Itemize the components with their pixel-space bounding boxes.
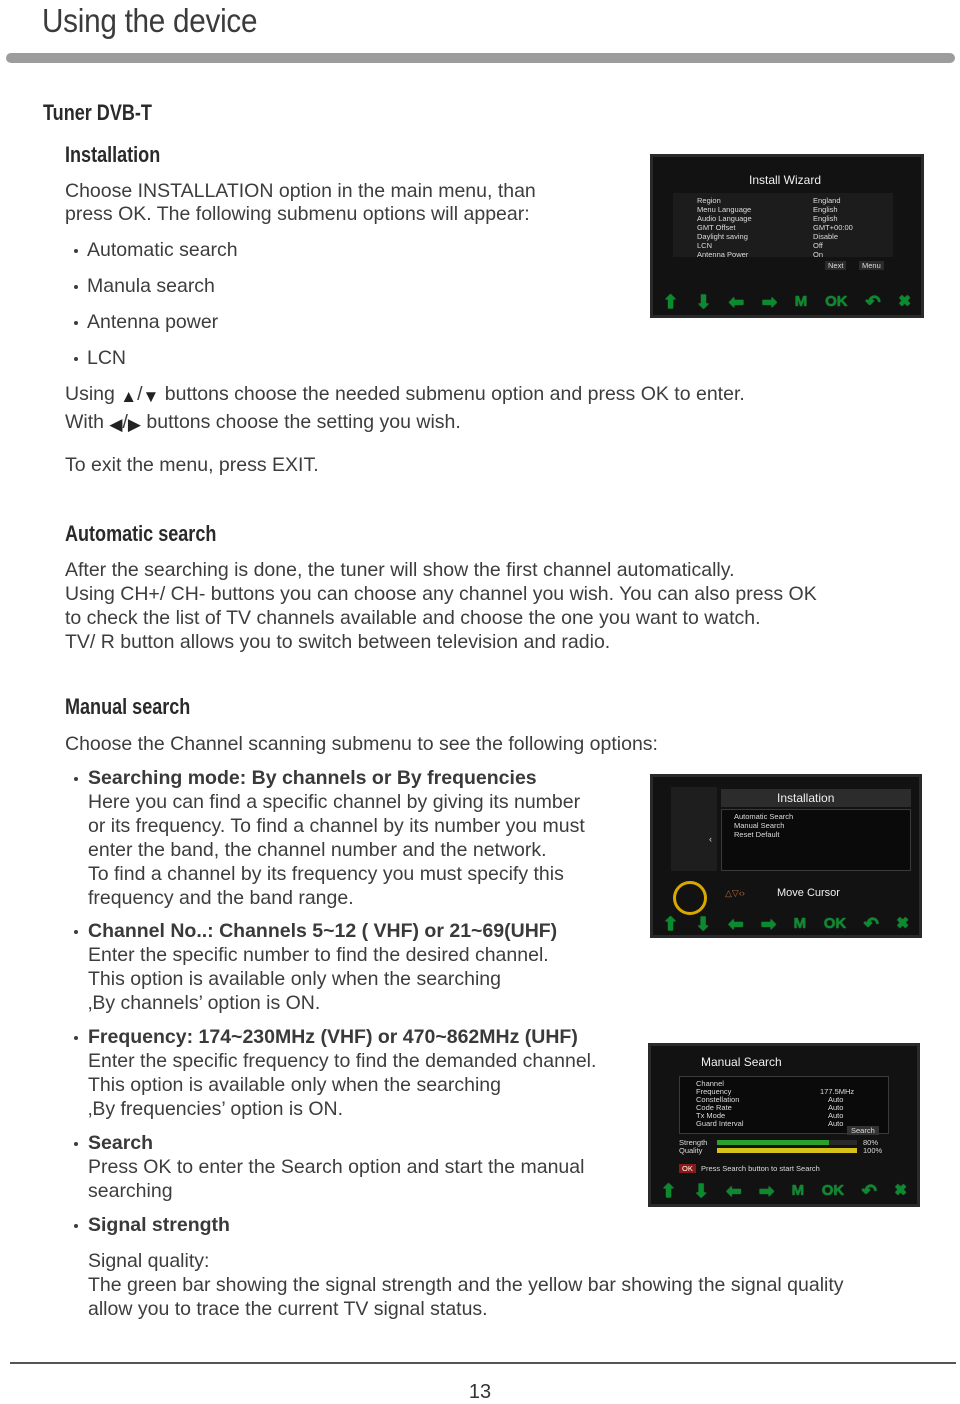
- quality-track: [717, 1148, 857, 1153]
- installation-options-list: [72, 238, 238, 382]
- ms-value: Auto: [828, 1119, 844, 1128]
- left-arrow-icon: ◀: [109, 415, 123, 434]
- menu-key: M: [791, 1182, 805, 1199]
- item-line: searching: [88, 1180, 173, 1202]
- item-line: or its frequency. To find a channel by its number you must: [88, 815, 585, 837]
- ms-value: Auto: [828, 1111, 844, 1120]
- installation-screenshot: [650, 774, 922, 938]
- menu-item: Manual Search: [734, 821, 785, 830]
- auto-line-4: TV/ R button allows you to switch between television and radio.: [65, 631, 611, 653]
- remote-keys-bar: [661, 1178, 907, 1204]
- installation-intro-1: Choose INSTALLATION option in the main menu, than: [65, 180, 536, 202]
- ms-label: Channel: [696, 1079, 724, 1088]
- manual-intro: Choose the Channel scanning submenu to see the following options:: [65, 733, 658, 755]
- chevron-left-icon: ‹: [709, 834, 712, 844]
- wizard-menu-button: Menu: [859, 261, 884, 270]
- item-title: Signal strength: [88, 1214, 230, 1236]
- left-arrow-icon: ⬅: [728, 292, 744, 312]
- item-line: frequency and the band range.: [88, 887, 354, 909]
- frequency-item: [72, 1025, 596, 1121]
- right-arrow-icon: ▶: [127, 415, 141, 434]
- down-arrow-icon: ⬇: [693, 1181, 709, 1201]
- wizard-value: On: [813, 250, 824, 259]
- manual-search-screenshot: [648, 1043, 920, 1207]
- menu-item: Reset Default: [734, 830, 780, 839]
- ms-label: Constellation: [696, 1095, 740, 1104]
- remote-keys-bar: [663, 289, 911, 315]
- wizard-value: English: [813, 205, 838, 214]
- exit-icon: ✖: [898, 293, 911, 310]
- with-suffix: buttons choose the setting you wish.: [146, 411, 461, 433]
- move-cursor-hint: Move Cursor: [777, 887, 840, 899]
- search-item: [72, 1131, 584, 1203]
- return-icon: ↶: [863, 914, 879, 934]
- item-line: Press OK to enter the Search option and start the manual: [88, 1156, 585, 1178]
- right-arrow-icon: ➡: [761, 292, 777, 312]
- page-title: Using the device: [42, 2, 258, 39]
- item-line: This option is available only when the searching: [88, 968, 501, 990]
- ms-label: Frequency: [696, 1087, 732, 1096]
- right-arrow-icon: ➡: [760, 914, 777, 934]
- left-arrow-icon: ⬅: [728, 914, 744, 934]
- using-line: Using ▲/▼ buttons choose the needed submenu option and press OK to enter.: [65, 382, 745, 409]
- quality-bar: [717, 1148, 857, 1153]
- item-title: Searching mode: By channels or By frequencies: [88, 767, 537, 789]
- exit-icon: ✖: [894, 1182, 907, 1199]
- item-title: Search: [88, 1132, 154, 1154]
- footer-divider: [10, 1362, 956, 1364]
- manual-search-screen-title: Manual Search: [701, 1055, 782, 1069]
- item-line: Enter the specific frequency to find the demanded channel.: [88, 1050, 597, 1072]
- wizard-value: English: [813, 214, 838, 223]
- up-arrow-icon: ⬆: [663, 292, 679, 312]
- exit-line: To exit the menu, press EXIT.: [65, 454, 319, 476]
- return-icon: ↶: [861, 1181, 877, 1201]
- up-arrow-icon: ⬆: [663, 914, 679, 934]
- down-arrow-icon: ⬇: [695, 914, 711, 934]
- ms-search-button: Search: [847, 1126, 879, 1135]
- list-item: Automatic search: [72, 238, 238, 274]
- wizard-label: Daylight saving: [697, 232, 748, 241]
- strength-value: 80%: [863, 1138, 879, 1147]
- dpad-icon: [673, 881, 707, 915]
- wizard-panel: [673, 193, 893, 257]
- manual-search-heading: Manual search: [65, 694, 191, 719]
- wizard-label: LCN: [697, 241, 713, 250]
- item-line: Enter the specific number to find the desired channel.: [88, 944, 549, 966]
- item-line: This option is available only when the searching: [88, 1074, 501, 1096]
- signal-line-2: allow you to trace the current TV signal status.: [88, 1298, 488, 1320]
- wizard-value: Off: [813, 241, 823, 250]
- down-arrow-icon: ⬇: [695, 292, 712, 312]
- ms-value: Auto: [828, 1095, 844, 1104]
- quality-label: Quality: [679, 1146, 703, 1155]
- install-wizard-screenshot: [650, 154, 924, 318]
- wizard-label: Audio Language: [697, 214, 752, 223]
- item-line: Here you can find a specific channel by giving its number: [88, 791, 581, 813]
- left-arrow-icon: ⬅: [726, 1181, 742, 1201]
- installation-intro-2: press OK. The following submenu options will appear:: [65, 203, 530, 225]
- list-item: Manula search: [72, 274, 238, 310]
- auto-line-1: After the searching is done, the tuner will show the first channel automatically.: [65, 559, 735, 581]
- side-panel: [671, 787, 717, 871]
- with-line: With ◀/▶ buttons choose the setting you wish.: [65, 410, 461, 437]
- item-line: To find a channel by its frequency you must specify this: [88, 863, 564, 885]
- item-line: ‚By channels’ option is ON.: [88, 992, 321, 1014]
- wizard-value: Disable: [813, 232, 839, 241]
- menu-key: M: [794, 293, 808, 310]
- ms-label: Tx Mode: [696, 1111, 726, 1120]
- with-prefix: With: [65, 411, 104, 433]
- strength-bar: [717, 1140, 829, 1145]
- wizard-label: Antenna Power: [697, 250, 749, 259]
- installation-screen-title: Installation: [777, 791, 835, 805]
- list-item: Antenna power: [72, 310, 238, 346]
- up-arrow-icon: ⬆: [661, 1181, 677, 1201]
- up-arrow-icon: ▲: [120, 387, 138, 406]
- list-item: LCN: [72, 346, 238, 382]
- item-title: Channel No..: Channels 5~12 ( VHF) or 21~69(UHF): [88, 920, 558, 942]
- ok-key: OK: [823, 915, 847, 932]
- ok-badge: OK: [679, 1164, 696, 1173]
- using-suffix: buttons choose the needed submenu option and press OK to enter.: [164, 383, 745, 405]
- right-arrow-icon: ➡: [758, 1181, 775, 1201]
- ok-key: OK: [821, 1182, 845, 1199]
- wizard-next-button: Next: [825, 261, 846, 270]
- wizard-value: England: [813, 196, 841, 205]
- menu-item: Automatic Search: [734, 812, 794, 821]
- wizard-label: Menu Language: [697, 205, 752, 214]
- section-title: Tuner DVB-T: [43, 100, 152, 125]
- page-number: 13: [468, 1381, 492, 1403]
- strength-label: Strength: [679, 1138, 708, 1147]
- header-divider: [6, 53, 955, 63]
- channel-no-item: [72, 919, 557, 1015]
- ms-value: Auto: [828, 1103, 844, 1112]
- ms-value: 177.5MHz: [820, 1087, 855, 1096]
- item-title: Frequency: 174~230MHz (VHF) or 470~862MHz (UHF): [88, 1026, 578, 1048]
- installation-heading: Installation: [65, 142, 161, 167]
- wizard-label: Region: [697, 196, 721, 205]
- using-prefix: Using: [65, 383, 115, 405]
- exit-icon: ✖: [896, 915, 909, 932]
- ms-label: Code Rate: [696, 1103, 732, 1112]
- installation-menu: [721, 809, 911, 871]
- remote-keys-bar: [663, 911, 909, 937]
- auto-line-3: to check the list of TV channels available and choose the one you want to watch.: [65, 607, 761, 629]
- searching-mode-item: [72, 766, 585, 910]
- item-line: ‚By frequencies’ option is ON.: [88, 1098, 344, 1120]
- signal-line-1: The green bar showing the signal strength and the yellow bar showing the signal quality: [88, 1274, 844, 1296]
- ok-key: OK: [825, 293, 848, 310]
- return-icon: ↶: [865, 292, 881, 312]
- down-arrow-icon: ▼: [142, 387, 160, 406]
- quality-value: 100%: [863, 1146, 883, 1155]
- wizard-value: GMT+00:00: [813, 223, 853, 232]
- menu-key: M: [793, 915, 807, 932]
- signal-quality-label: Signal quality:: [88, 1250, 210, 1272]
- ms-label: Guard Interval: [696, 1119, 744, 1128]
- install-wizard-title: Install Wizard: [749, 173, 822, 187]
- wizard-label: GMT Offset: [697, 223, 736, 232]
- automatic-search-heading: Automatic search: [65, 521, 217, 546]
- strength-track: [717, 1140, 857, 1145]
- ok-hint: Press Search button to start Search: [701, 1164, 820, 1173]
- signal-strength-item: [72, 1213, 230, 1237]
- auto-line-2: Using CH+/ CH- buttons you can choose any channel you wish. You can also press OK: [65, 583, 817, 605]
- cursor-arrows-icon: △▽‹›: [725, 888, 745, 898]
- item-line: enter the band, the channel number and the network.: [88, 839, 547, 861]
